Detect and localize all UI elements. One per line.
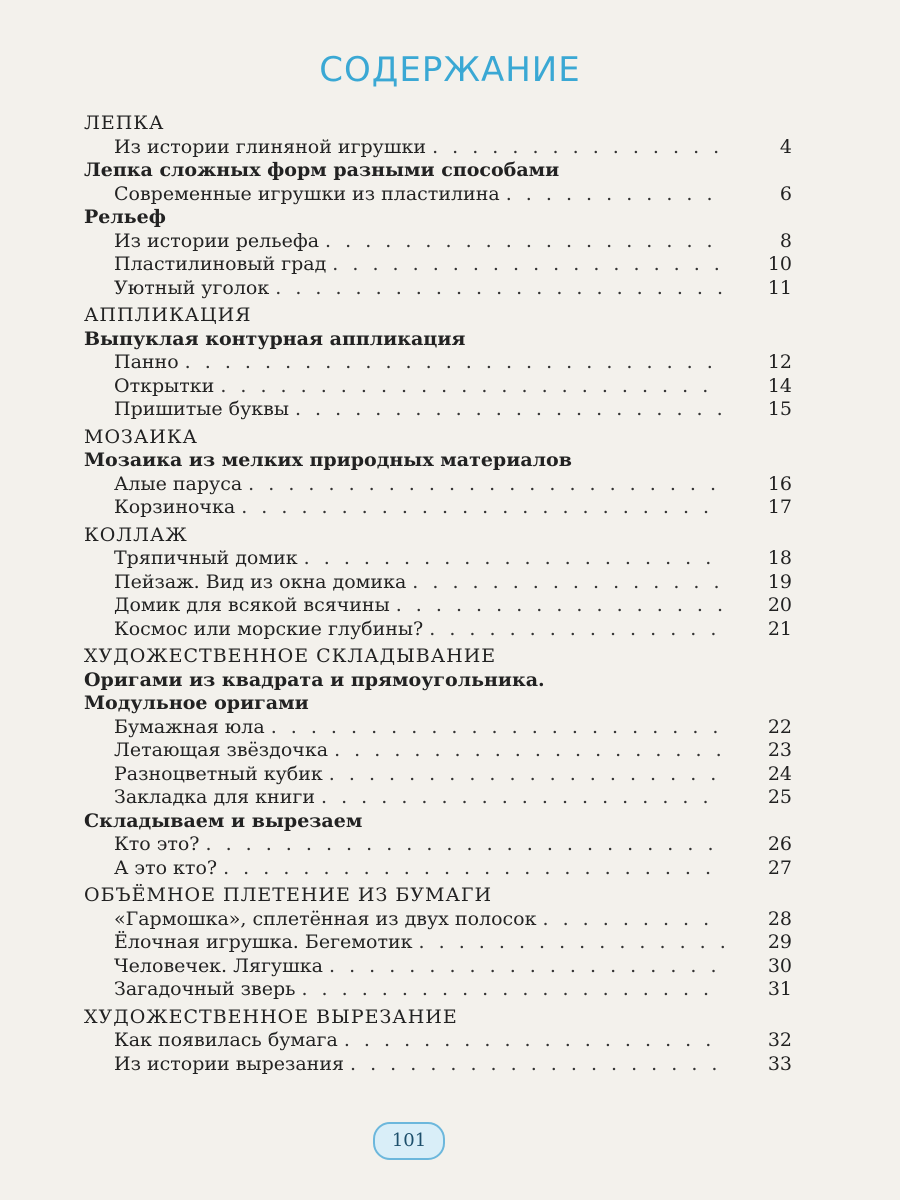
toc-entry-page: 27: [767, 856, 792, 879]
toc-entry-page: 17: [767, 496, 792, 518]
toc-entry-title: Как появилась бумага: [114, 1029, 338, 1051]
toc-entry-title: Летающая звёздочка: [114, 739, 329, 761]
toc-entry: [84, 716, 792, 740]
dot-leader: [350, 1053, 724, 1077]
toc-entry-page: 16: [767, 472, 792, 495]
dot-leader: [223, 857, 724, 881]
dot-leader: [329, 955, 724, 979]
dot-leader: [334, 739, 724, 763]
dot-leader: [271, 716, 724, 740]
toc-entry: [84, 978, 792, 1002]
dot-leader: [321, 786, 724, 810]
toc-entry-page: 30: [767, 954, 792, 977]
dot-leader: [248, 473, 724, 497]
toc-entry-page: 26: [767, 833, 792, 855]
toc-entry-page: 22: [767, 715, 792, 738]
toc-entry-title: Тряпичный домик: [114, 547, 298, 569]
toc-entry: [84, 1029, 792, 1053]
dot-leader: [396, 594, 724, 618]
toc-entry-page: 6: [779, 182, 792, 205]
toc-section-heading: ОБЪЁМНОЕ ПЛЕТЕНИЕ ИЗ БУМАГИ: [84, 884, 493, 906]
toc-entry-page: 32: [767, 1029, 792, 1051]
toc-entry-page: 11: [767, 276, 792, 299]
toc-entry-page: 29: [767, 931, 792, 953]
toc-entry-title: Космос или морские глубины?: [114, 617, 424, 640]
page-number-badge: 101: [373, 1122, 445, 1160]
dot-leader: [241, 496, 724, 520]
toc-entry: [84, 786, 792, 810]
toc-entry-title: Панно: [114, 351, 179, 373]
toc-entry-page: 24: [767, 762, 792, 785]
toc-entry-page: 10: [767, 253, 792, 275]
toc-entry-title: Разноцветный кубик: [114, 762, 323, 785]
toc-entry-title: Загадочный зверь: [114, 978, 296, 1000]
toc-entry: [84, 253, 792, 277]
toc-entry-title: Закладка для книги: [114, 786, 315, 808]
toc-entry: [84, 398, 792, 422]
dot-leader: [506, 183, 724, 207]
toc-entry-title: Бумажная юла: [114, 715, 265, 738]
dot-leader: [412, 571, 724, 595]
toc-entry: [84, 375, 792, 399]
toc-entry: [84, 183, 792, 207]
dot-leader: [543, 908, 725, 932]
toc-entry: [84, 277, 792, 301]
toc-entry-page: 21: [767, 617, 792, 640]
toc-topic-heading: Рельеф: [84, 206, 166, 228]
toc-entry-title: Открытки: [114, 374, 215, 397]
dot-leader: [304, 547, 724, 571]
dot-leader: [332, 253, 724, 277]
toc-topic-heading: Модульное оригами: [84, 692, 309, 714]
dot-leader: [329, 763, 724, 787]
toc-entry-title: Ёлочная игрушка. Бегемотик: [114, 931, 413, 953]
toc-entry: [84, 763, 792, 787]
toc-entry-title: Из истории глиняной игрушки: [114, 135, 427, 158]
toc-entry-title: Из истории рельефа: [114, 229, 320, 252]
toc-entry-title: Современные игрушки из пластилина: [114, 182, 500, 205]
toc-entry: [84, 833, 792, 857]
dot-leader: [295, 398, 724, 422]
toc-entry: [84, 739, 792, 763]
toc-entry: [84, 857, 792, 881]
dot-leader: [205, 833, 724, 857]
dot-leader: [185, 351, 724, 375]
dot-leader: [432, 136, 724, 160]
toc-entry: [84, 594, 792, 618]
toc-entry-page: 31: [767, 978, 792, 1000]
toc-entry: [84, 571, 792, 595]
toc-section-heading: ЛЕПКА: [84, 112, 165, 134]
toc-entry-page: 8: [779, 229, 792, 252]
toc-entry-title: Домик для всякой всячины: [114, 594, 390, 616]
toc-section-heading: АППЛИКАЦИЯ: [84, 304, 252, 326]
toc-entry-title: «Гармошка», сплетённая из двух полосок: [114, 907, 537, 930]
toc-entry-page: 15: [767, 398, 792, 420]
toc-topic-heading: Оригами из квадрата и прямоугольника.: [84, 668, 545, 691]
dot-leader: [275, 277, 724, 301]
toc-entry-page: 33: [767, 1052, 792, 1075]
dot-leader: [301, 978, 724, 1002]
toc-entry: [84, 351, 792, 375]
dot-leader: [344, 1029, 724, 1053]
toc-entry: [84, 931, 792, 955]
toc-section-heading: ХУДОЖЕСТВЕННОЕ СКЛАДЫВАНИЕ: [84, 645, 497, 667]
toc-topic-heading: Лепка сложных форм разными способами: [84, 159, 560, 181]
toc-entry-title: Пластилиновый град: [114, 253, 327, 275]
dot-leader: [429, 618, 724, 642]
toc-entry-title: Уютный уголок: [114, 276, 270, 299]
toc-entry-page: 23: [767, 739, 792, 761]
dot-leader: [325, 230, 724, 254]
toc-entry-page: 18: [767, 547, 792, 569]
toc-entry-page: 28: [767, 907, 792, 930]
toc-entry: [84, 230, 792, 254]
toc-entry-page: 12: [767, 351, 792, 373]
toc-entry-page: 20: [767, 594, 792, 616]
toc-topic-heading: Мозаика из мелких природных материалов: [84, 449, 572, 471]
toc-topic-heading: Выпуклая контурная аппликация: [84, 327, 466, 350]
toc-entry-title: Кто это?: [114, 833, 200, 855]
toc-entry: [84, 908, 792, 932]
toc-entry: [84, 955, 792, 979]
toc-section-heading: МОЗАИКА: [84, 425, 198, 448]
toc-entry-page: 4: [779, 135, 792, 158]
toc-entry: [84, 1053, 792, 1077]
toc-entry-title: Пришитые буквы: [114, 398, 289, 420]
toc-entry-page: 14: [767, 374, 792, 397]
toc-entry: [84, 496, 792, 520]
toc-section-heading: ХУДОЖЕСТВЕННОЕ ВЫРЕЗАНИЕ: [84, 1005, 458, 1028]
toc-entry-title: А это кто?: [114, 856, 218, 879]
toc-entry: [84, 136, 792, 160]
dot-leader: [220, 375, 724, 399]
toc-entry-title: Из истории вырезания: [114, 1052, 344, 1075]
toc-entry: [84, 473, 792, 497]
toc-entry-title: Корзиночка: [114, 496, 236, 518]
page-title: СОДЕРЖАНИЕ: [319, 50, 581, 90]
dot-leader: [419, 931, 724, 955]
toc-section-heading: КОЛЛАЖ: [84, 523, 188, 546]
toc-entry-title: Человечек. Лягушка: [114, 954, 323, 977]
toc-topic-heading: Складываем и вырезаем: [84, 809, 363, 832]
toc-entry-page: 25: [767, 786, 792, 808]
table-of-contents: [84, 112, 792, 1076]
toc-entry-title: Алые паруса: [114, 472, 243, 495]
toc-entry-page: 19: [767, 570, 792, 593]
toc-entry: [84, 618, 792, 642]
toc-entry-title: Пейзаж. Вид из окна домика: [114, 570, 407, 593]
toc-entry: [84, 547, 792, 571]
